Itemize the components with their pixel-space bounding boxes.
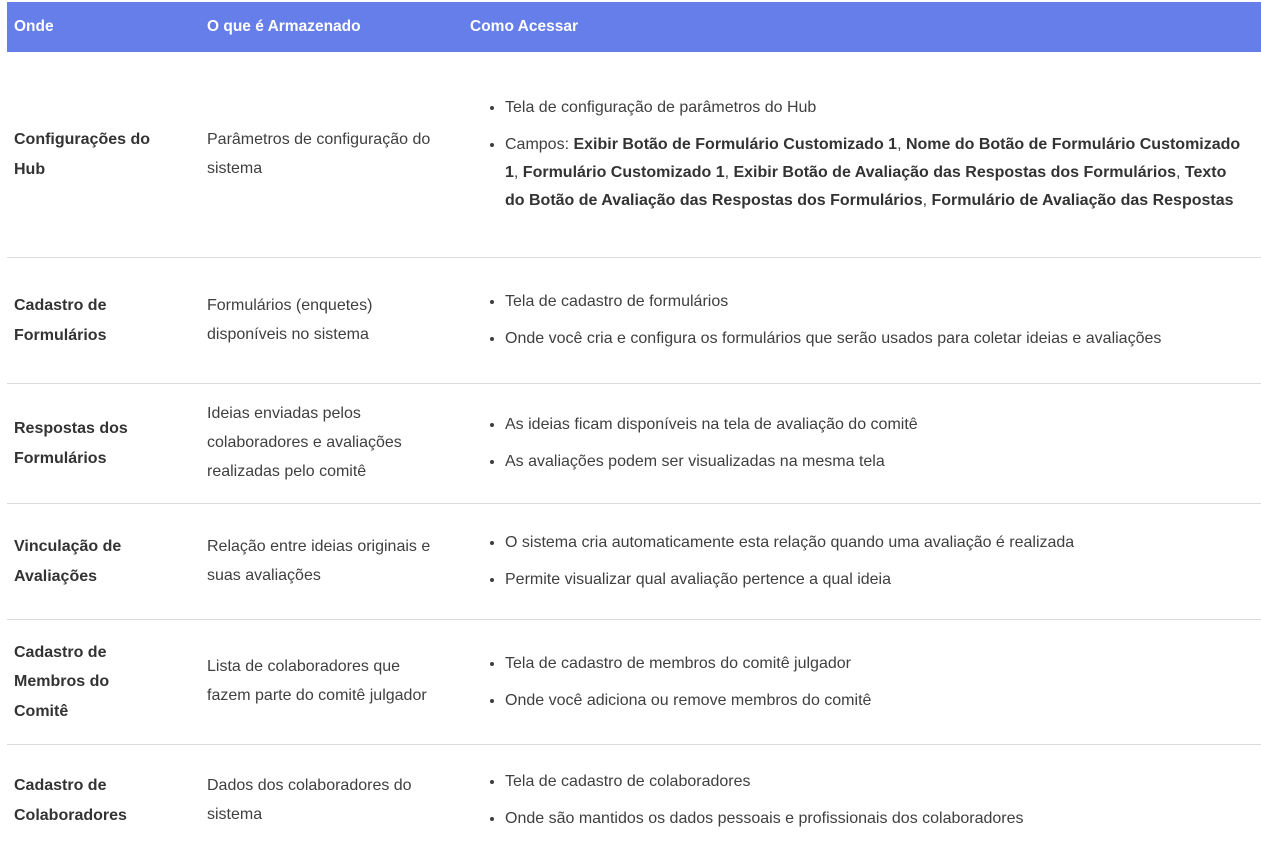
bullet-text: Tela de cadastro de colaboradores: [505, 773, 751, 790]
bullet-text: As ideias ficam disponíveis na tela de avaliação do comitê: [505, 416, 918, 433]
row-description: Relação entre ideias originais e suas avaliações: [207, 537, 431, 584]
table-row: [7, 258, 1261, 384]
row-description: Formulários (enquetes) disponíveis no sistema: [207, 296, 373, 343]
row-description: Ideias enviadas pelos colaboradores e avaliações realizadas pelo comitê: [207, 405, 402, 480]
field-name-text: Exibir Botão de Formulário Customizado 1: [573, 136, 898, 153]
access-list: [470, 411, 1251, 476]
row-title: Configurações do Hub: [14, 130, 151, 178]
bullet-text: ,: [1175, 164, 1185, 181]
column-header-armazenado: O que é Armazenado: [207, 18, 361, 35]
bullet-text: Campos:: [505, 136, 574, 153]
row-access-cell: [463, 506, 1261, 617]
access-list-item: [505, 768, 1243, 796]
row-title: Cadastro de Formulários: [14, 296, 107, 344]
access-list-item: [505, 566, 1243, 594]
table-row: [7, 745, 1261, 846]
table-body: [7, 52, 1261, 846]
access-list-item: [505, 325, 1243, 353]
row-title: Cadastro de Colaboradores: [14, 776, 127, 824]
access-list-item: [505, 805, 1243, 833]
access-list-item: [505, 288, 1243, 316]
bullet-text: Tela de cadastro de formulários: [505, 293, 729, 310]
bullet-text: Onde você adiciona ou remove membros do comitê: [505, 691, 872, 709]
storage-reference-table: [7, 2, 1261, 846]
field-name-text: Nome do Botão de Formulário Customizado 1: [505, 136, 1241, 181]
bullet-text: ,: [513, 164, 523, 181]
row-access-cell: [463, 71, 1261, 238]
access-list: [470, 650, 1251, 715]
field-name-text: Texto do Botão de Avaliação das Respostas dos Formulários: [505, 164, 1227, 209]
access-list-item: [505, 131, 1243, 215]
row-access-cell: [463, 627, 1261, 738]
bullet-text: ,: [897, 136, 906, 153]
table-row: [7, 620, 1261, 745]
bullet-text: Onde você cria e configura os formulários que serão usados para coletar ideias e avaliações: [505, 330, 1162, 347]
access-list-item: [505, 687, 1243, 715]
access-list-item: [505, 94, 1243, 122]
table-header-row: [7, 2, 1261, 52]
bullet-text: ,: [724, 164, 734, 181]
access-list-item: [505, 411, 1243, 439]
access-list: [470, 288, 1251, 353]
row-access-cell: [463, 388, 1261, 499]
access-list: [470, 94, 1251, 215]
row-description: Dados dos colaboradores do sistema: [207, 776, 412, 823]
table-row: [7, 52, 1261, 258]
row-access-cell: [463, 265, 1261, 376]
access-list-item: [505, 448, 1243, 476]
field-name-text: Exibir Botão de Avaliação das Respostas dos Formulários: [733, 164, 1176, 181]
bullet-text: ,: [922, 192, 932, 209]
access-list: [470, 768, 1251, 833]
bullet-text: As avaliações podem ser visualizadas na mesma tela: [505, 453, 885, 470]
bullet-text: Tela de cadastro de membros do comitê julgador: [505, 654, 851, 672]
row-description: Parâmetros de configuração do sistema: [207, 130, 431, 177]
access-list-item: [505, 529, 1243, 557]
bullet-text: Tela de configuração de parâmetros do Hub: [505, 99, 817, 116]
bullet-text: O sistema cria automaticamente esta relação quando uma avaliação é realizada: [505, 534, 1075, 551]
access-list-item: [505, 650, 1243, 678]
row-description: Lista de colaboradores que fazem parte do comitê julgador: [207, 658, 427, 704]
bullet-text: Onde são mantidos os dados pessoais e profissionais dos colaboradores: [505, 810, 1024, 827]
access-list: [470, 529, 1251, 594]
field-name-text: Formulário Customizado 1: [522, 164, 725, 181]
row-title: Cadastro de Membros do Comitê: [14, 643, 110, 720]
row-access-cell: [463, 745, 1261, 846]
row-title: Respostas dos Formulários: [14, 419, 128, 467]
table-row: [7, 504, 1261, 620]
field-name-text: Formulário de Avaliação das Respostas: [931, 192, 1234, 209]
row-title: Vinculação de Avaliações: [14, 537, 122, 585]
bullet-text: Permite visualizar qual avaliação pertence a qual ideia: [505, 571, 891, 588]
column-header-como-acessar: Como Acessar: [470, 18, 578, 35]
column-header-onde: Onde: [14, 18, 54, 35]
table-row: [7, 384, 1261, 504]
